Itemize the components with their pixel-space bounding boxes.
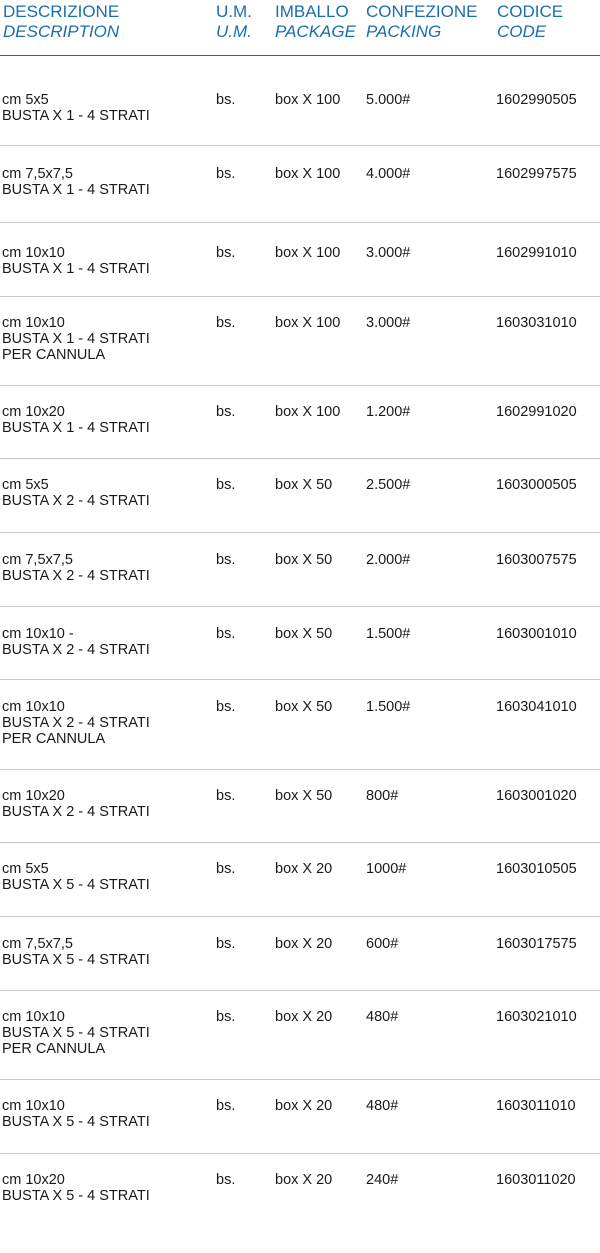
header-packing-en: PACKING: [366, 22, 442, 41]
row-packing: 600#: [366, 936, 399, 952]
row-code: 1602997575: [496, 166, 577, 182]
row-um: bs.: [216, 1172, 236, 1188]
row-code: 1603000505: [496, 477, 577, 493]
row-package: box X 20: [275, 936, 333, 952]
row-packing: 5.000#: [366, 92, 411, 108]
header-description-it: DESCRIZIONE: [3, 2, 120, 21]
row-packing: 4.000#: [366, 166, 411, 182]
row-code: 1603001010: [496, 626, 577, 642]
row-um: bs.: [216, 861, 236, 877]
row-code: 1603021010: [496, 1009, 577, 1025]
row-um: bs.: [216, 1009, 236, 1025]
header-description-en: DESCRIPTION: [3, 22, 120, 41]
table-row: [0, 917, 600, 991]
header-code: [497, 2, 563, 42]
row-um: bs.: [216, 936, 236, 952]
table-row: [0, 843, 600, 917]
header-description: [3, 2, 119, 42]
row-description: cm 10x20 BUSTA X 2 - 4 STRATI: [2, 788, 150, 820]
row-package: box X 50: [275, 477, 333, 493]
row-um: bs.: [216, 788, 236, 804]
row-packing: 240#: [366, 1172, 399, 1188]
row-code: 1603031010: [496, 315, 577, 331]
row-code: 1602990505: [496, 92, 577, 108]
row-packing: 3.000#: [366, 245, 411, 261]
row-code: 1603041010: [496, 699, 577, 715]
table-row: [0, 56, 600, 146]
header-um: [216, 2, 252, 42]
row-description: cm 7,5x7,5 BUSTA X 5 - 4 STRATI: [2, 936, 150, 968]
table-row: [0, 770, 600, 843]
row-packing: 1000#: [366, 861, 407, 877]
header-packing-it: CONFEZIONE: [366, 2, 478, 21]
table-row: [0, 297, 600, 386]
row-packing: 800#: [366, 788, 399, 804]
row-code: 1603010505: [496, 861, 577, 877]
row-um: bs.: [216, 166, 236, 182]
table-row: [0, 991, 600, 1080]
row-description: cm 5x5 BUSTA X 2 - 4 STRATI: [2, 477, 150, 509]
row-package: box X 20: [275, 861, 333, 877]
table-row: [0, 1154, 600, 1253]
product-table-body: [0, 56, 600, 1253]
table-row: [0, 146, 600, 223]
row-um: bs.: [216, 92, 236, 108]
header-um-en: U.M.: [216, 22, 252, 41]
row-um: bs.: [216, 315, 236, 331]
row-package: box X 20: [275, 1172, 333, 1188]
table-row: [0, 680, 600, 770]
row-code: 1603007575: [496, 552, 577, 568]
row-description: cm 5x5 BUSTA X 5 - 4 STRATI: [2, 861, 150, 893]
row-um: bs.: [216, 1098, 236, 1114]
table-row: [0, 1080, 600, 1154]
row-package: box X 100: [275, 245, 341, 261]
row-package: box X 20: [275, 1009, 333, 1025]
row-description: cm 10x20 BUSTA X 1 - 4 STRATI: [2, 404, 150, 436]
row-code: 1603017575: [496, 936, 577, 952]
row-packing: 480#: [366, 1009, 399, 1025]
row-packing: 2.500#: [366, 477, 411, 493]
row-um: bs.: [216, 552, 236, 568]
table-row: [0, 533, 600, 607]
row-package: box X 50: [275, 552, 333, 568]
row-um: bs.: [216, 477, 236, 493]
row-package: box X 50: [275, 699, 333, 715]
header-code-it: CODICE: [497, 2, 564, 21]
row-code: 1603011020: [496, 1172, 576, 1188]
row-description: cm 10x10 BUSTA X 1 - 4 STRATI: [2, 245, 150, 277]
row-description: cm 10x10 BUSTA X 5 - 4 STRATI: [2, 1098, 150, 1130]
row-code: 1603011010: [496, 1098, 576, 1114]
row-package: box X 100: [275, 166, 341, 182]
row-package: box X 100: [275, 404, 341, 420]
row-package: box X 50: [275, 626, 333, 642]
table-row: [0, 459, 600, 533]
header-um-it: U.M.: [216, 2, 252, 21]
row-um: bs.: [216, 404, 236, 420]
table-row: [0, 607, 600, 680]
table-row: [0, 386, 600, 459]
row-packing: 3.000#: [366, 315, 411, 331]
table-row: [0, 223, 600, 297]
header-package: [275, 2, 356, 42]
row-um: bs.: [216, 245, 236, 261]
header-packing: [366, 2, 477, 42]
row-um: bs.: [216, 626, 236, 642]
row-packing: 1.500#: [366, 699, 411, 715]
row-description: cm 7,5x7,5 BUSTA X 2 - 4 STRATI: [2, 552, 150, 584]
header-package-en: PACKAGE: [275, 22, 356, 41]
row-code: 1603001020: [496, 788, 577, 804]
row-description: cm 5x5 BUSTA X 1 - 4 STRATI: [2, 92, 150, 124]
row-description: cm 7,5x7,5 BUSTA X 1 - 4 STRATI: [2, 166, 150, 198]
row-description: cm 10x10 - BUSTA X 2 - 4 STRATI: [2, 626, 150, 658]
row-package: box X 100: [275, 315, 341, 331]
row-package: box X 100: [275, 92, 341, 108]
row-description: cm 10x10 BUSTA X 1 - 4 STRATI PER CANNULA: [2, 315, 150, 363]
row-code: 1602991020: [496, 404, 577, 420]
row-description: cm 10x10 BUSTA X 2 - 4 STRATI PER CANNULA: [2, 699, 150, 747]
header-code-en: CODE: [497, 22, 547, 41]
row-code: 1602991010: [496, 245, 577, 261]
row-um: bs.: [216, 699, 236, 715]
row-description: cm 10x10 BUSTA X 5 - 4 STRATI PER CANNULA: [2, 1009, 150, 1057]
row-packing: 1.200#: [366, 404, 411, 420]
row-packing: 1.500#: [366, 626, 411, 642]
table-header: [0, 0, 600, 56]
row-description: cm 10x20 BUSTA X 5 - 4 STRATI: [2, 1172, 150, 1204]
row-package: box X 20: [275, 1098, 333, 1114]
header-package-it: IMBALLO: [275, 2, 349, 21]
row-package: box X 50: [275, 788, 333, 804]
row-packing: 2.000#: [366, 552, 411, 568]
row-packing: 480#: [366, 1098, 399, 1114]
